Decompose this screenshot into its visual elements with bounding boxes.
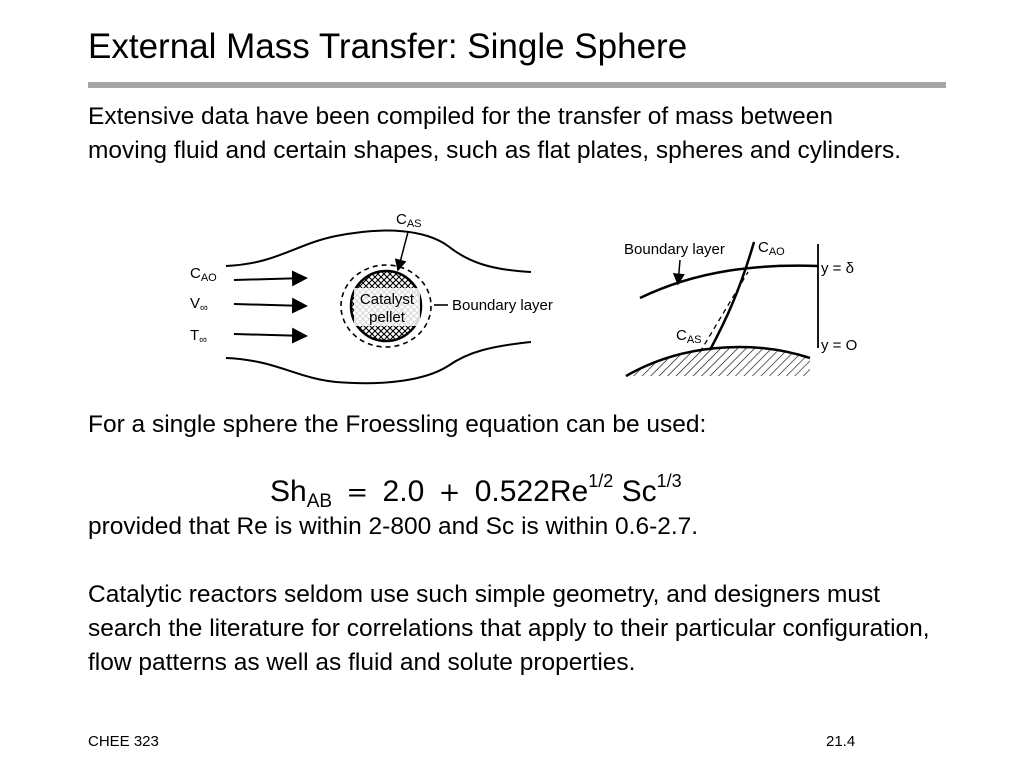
slide-title: External Mass Transfer: Single Sphere [88, 27, 688, 66]
sherwood-subscript: AB [306, 491, 333, 512]
cao-label: $C_{AO}$ [190, 265, 217, 284]
plus-sign: + [438, 478, 461, 508]
y-zero-label: y = O [821, 337, 858, 354]
sherwood-symbol: Sh [270, 475, 307, 508]
constant-term: 2.0 [382, 475, 425, 508]
coefficient: 0.522 [474, 475, 550, 508]
intro-paragraph: Extensive data have been compiled for the transfer of mass between moving fluid and certain shapes, such as flat plates, spheres and cylinders. [88, 103, 902, 164]
froessling-equation [270, 456, 682, 512]
cao-label-right: $C_{AO}$ [758, 239, 785, 258]
temperature-label: $T_\infty$ [190, 327, 208, 346]
cas-label: $C_{AS}$ [396, 211, 422, 230]
velocity-label: $V_\infty$ [190, 295, 208, 314]
schmidt-symbol: Sc [621, 475, 657, 508]
footer-course: CHEE 323 [88, 733, 159, 750]
boundary-layer-label-right: Boundary layer [624, 241, 725, 258]
sphere-flow-diagram [186, 208, 598, 390]
reynolds-exponent: 1/2 [588, 471, 614, 491]
validity-condition: provided that Re is within 2-800 and Sc is within 0.6-2.7. [88, 513, 699, 540]
y-delta-label: y = δ [821, 260, 854, 277]
footer-slide-number: 21.4 [826, 733, 856, 750]
equals-sign: = [346, 478, 369, 508]
closing-paragraph: Catalytic reactors seldom use such simple geometry, and designers must search the literature for correlations that apply to their particular configuration, flow patterns as well as fluid and solute properties. [88, 581, 930, 676]
boundary-layer-profile-diagram [618, 230, 868, 382]
cas-label-right: $C_{AS}$ [676, 327, 702, 346]
pellet-label-line2: pellet [369, 309, 405, 326]
title-divider [88, 82, 946, 88]
schmidt-exponent: 1/3 [656, 471, 682, 491]
boundary-layer-label: Boundary layer [452, 297, 553, 314]
reynolds-symbol: Re [549, 475, 589, 508]
concentration-profile [710, 242, 754, 350]
pellet-label-line1: Catalyst [359, 291, 415, 308]
equation-intro: For a single sphere the Froessling equation can be used: [88, 411, 707, 438]
